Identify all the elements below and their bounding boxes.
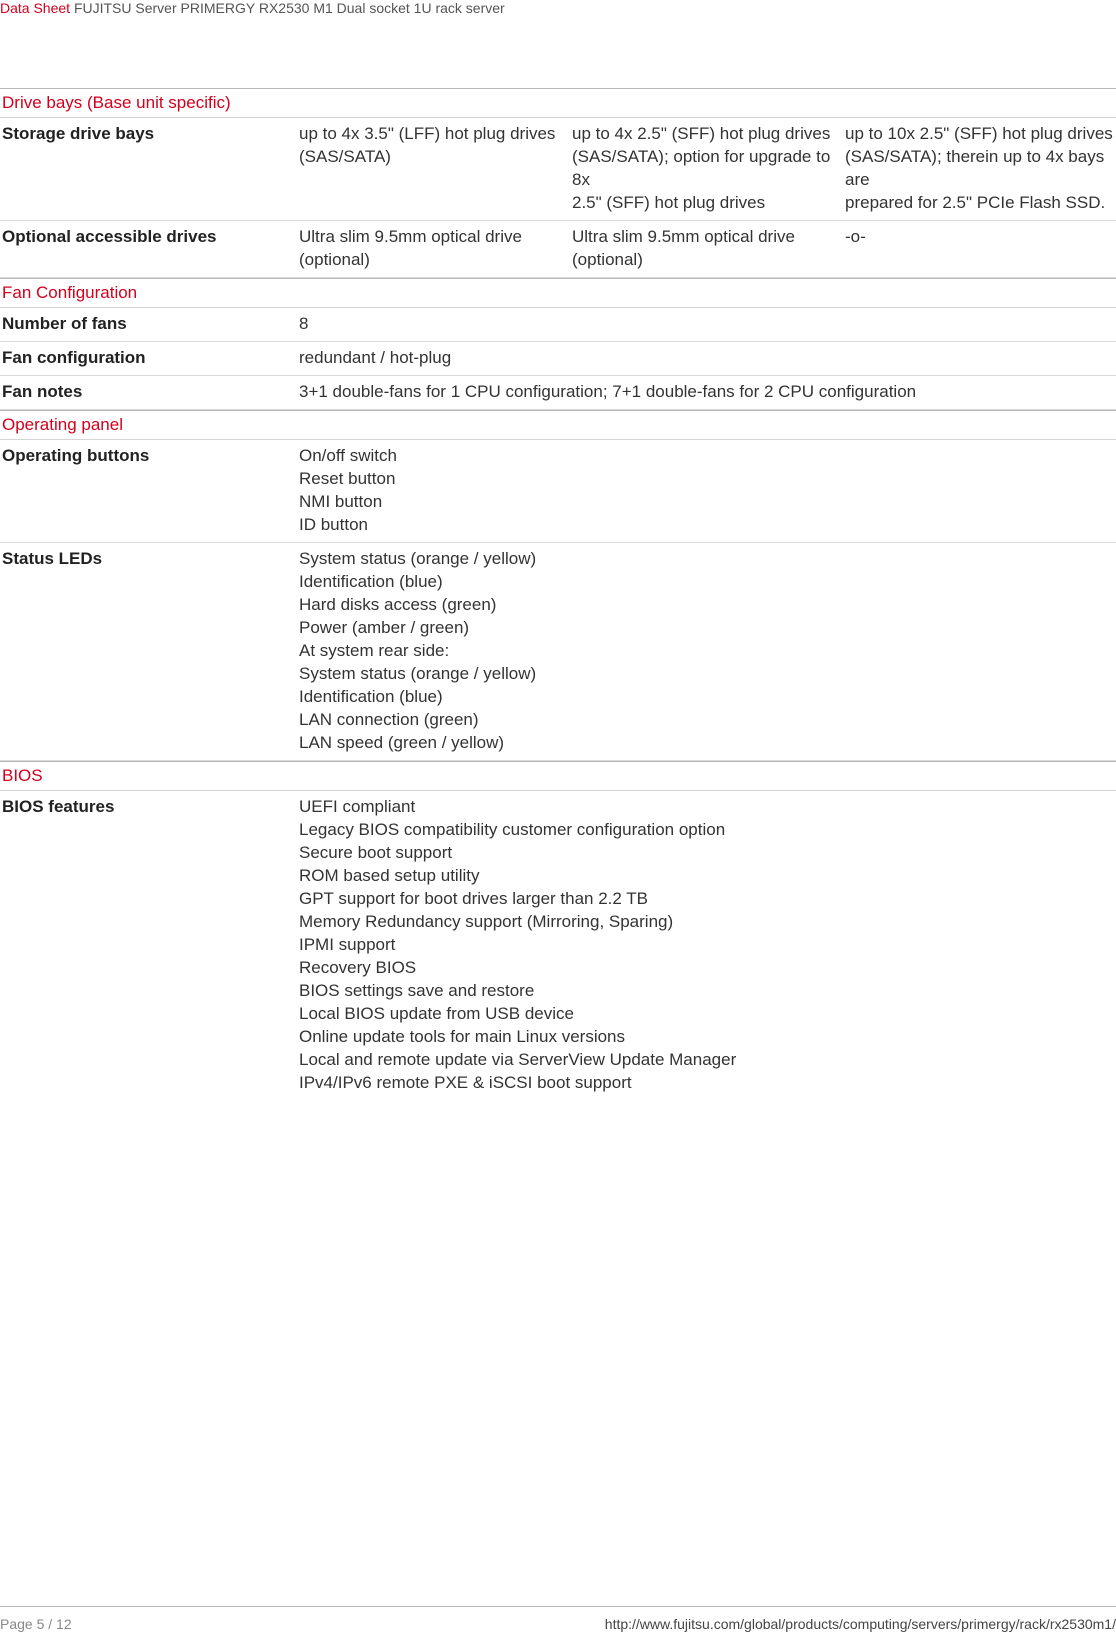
list-item: ROM based setup utility (299, 866, 480, 885)
footer-divider (0, 1606, 1116, 1607)
row-label: Optional accessible drives (2, 227, 217, 246)
list-item: BIOS settings save and restore (299, 981, 535, 1000)
list-item: System status (orange / yellow) (299, 664, 537, 683)
cell-sff-10x (845, 122, 1115, 214)
document-header (0, 0, 505, 16)
cell-line: (SAS/SATA) (299, 147, 391, 166)
list-item: Local and remote update via ServerView Update Manager (299, 1050, 737, 1069)
cell-line: (SAS/SATA); therein up to 4x bays are (845, 147, 1105, 189)
list-item: Memory Redundancy support (Mirroring, Sparing) (299, 912, 674, 931)
list-item: GPT support for boot drives larger than 2.2 TB (299, 889, 648, 908)
row-label: Fan configuration (2, 348, 146, 367)
table-row (0, 118, 1116, 221)
list-item: Secure boot support (299, 843, 453, 862)
list-item: Local BIOS update from USB device (299, 1004, 574, 1023)
table-row (0, 543, 1116, 761)
table-row (0, 440, 1116, 543)
list-item: NMI button (299, 492, 383, 511)
row-label: BIOS features (2, 797, 115, 816)
list-item: ID button (299, 515, 368, 534)
doc-type-label: Data Sheet (0, 0, 71, 16)
cell-line: prepared for 2.5" PCIe Flash SSD. (845, 193, 1106, 212)
cell-line: up to 4x 3.5" (LFF) hot plug drives (299, 124, 556, 143)
section-title-fan: Fan Configuration (0, 278, 1116, 308)
list-item: Hard disks access (green) (299, 595, 497, 614)
list-item: IPMI support (299, 935, 396, 954)
cell-line: (optional) (299, 250, 370, 269)
cell-line: Ultra slim 9.5mm optical drive (572, 227, 795, 246)
list-item: System status (orange / yellow) (299, 549, 537, 568)
cell-line: 2.5" (SFF) hot plug drives (572, 193, 766, 212)
row-label: Fan notes (2, 382, 83, 401)
cell-line: (optional) (572, 250, 643, 269)
list-item: At system rear side: (299, 641, 450, 660)
list-item: LAN connection (green) (299, 710, 479, 729)
row-value-list (299, 795, 1116, 1094)
list-item: Identification (blue) (299, 687, 443, 706)
row-value: 8 (299, 314, 309, 333)
row-value-list (299, 444, 1116, 536)
table-row (0, 791, 1116, 1100)
list-item: LAN speed (green / yellow) (299, 733, 505, 752)
row-label: Storage drive bays (2, 124, 155, 143)
section-title-bios: BIOS (0, 761, 1116, 791)
list-item: Power (amber / green) (299, 618, 470, 637)
list-item: Online update tools for main Linux versions (299, 1027, 626, 1046)
section-title-operating-panel: Operating panel (0, 410, 1116, 440)
page-number: Page 5 / 12 (0, 1616, 72, 1632)
table-row (0, 342, 1116, 376)
list-item: Reset button (299, 469, 396, 488)
list-item: On/off switch (299, 446, 397, 465)
row-label: Status LEDs (2, 549, 103, 568)
row-label: Operating buttons (2, 446, 150, 465)
table-row (0, 376, 1116, 410)
table-row (0, 308, 1116, 342)
list-item: Legacy BIOS compatibility customer configuration option (299, 820, 726, 839)
list-item: IPv4/IPv6 remote PXE & iSCSI boot support (299, 1073, 632, 1092)
list-item: UEFI compliant (299, 797, 416, 816)
cell-sff-4x (572, 225, 845, 271)
section-title-drive-bays: Drive bays (Base unit specific) (0, 88, 1116, 118)
spec-sheet (0, 88, 1116, 1100)
row-value: redundant / hot-plug (299, 348, 452, 367)
footer-url-link[interactable]: http://www.fujitsu.com/global/products/computing/servers/primergy/rack/rx2530m1/ (604, 1616, 1116, 1632)
list-item: Identification (blue) (299, 572, 443, 591)
doc-title: FUJITSU Server PRIMERGY RX2530 M1 Dual socket 1U rack server (73, 0, 505, 16)
row-value-list (299, 547, 1116, 754)
row-value: 3+1 double-fans for 1 CPU configuration; 7+1 double-fans for 2 CPU configuration (299, 382, 917, 401)
row-label: Number of fans (2, 314, 127, 333)
table-row (0, 221, 1116, 278)
cell-lff (299, 225, 572, 271)
list-item: Recovery BIOS (299, 958, 417, 977)
cell-line: up to 10x 2.5" (SFF) hot plug drives (845, 124, 1113, 143)
cell-sff-4x (572, 122, 845, 214)
cell-line: -o- (845, 227, 866, 246)
cell-line: up to 4x 2.5" (SFF) hot plug drives (572, 124, 831, 143)
cell-line: (SAS/SATA); option for upgrade to 8x (572, 147, 831, 189)
cell-line: Ultra slim 9.5mm optical drive (299, 227, 522, 246)
cell-sff-10x (845, 225, 1115, 271)
cell-lff (299, 122, 572, 214)
